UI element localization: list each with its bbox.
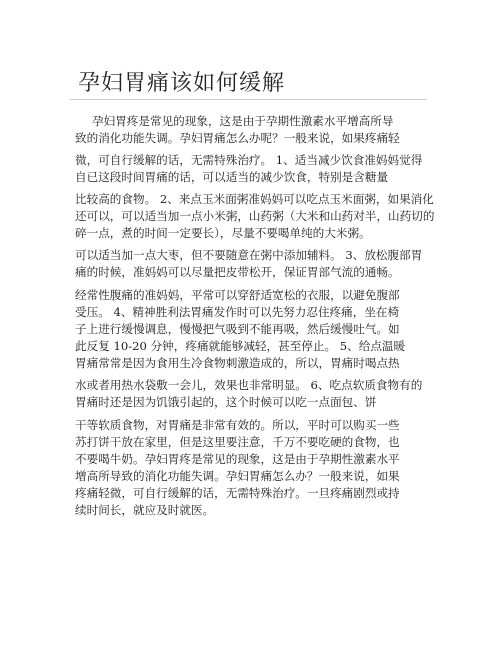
article-line: 干等软质食物，对胃痛是非常有效的。所以，平时可以购买一些 [75, 418, 400, 432]
article-line: 此反复 10-20 分钟，疼痛就能够减轻，甚至停止。 5、给点温暖 [75, 339, 406, 353]
article-line: 还可以，可以适当加一点小米粥，山药粥（大米和山药对半，山药切的 [75, 209, 435, 223]
article-line: 孕妇胃疼是常见的现象，这是由于孕期性激素水平增高所导 [92, 114, 394, 128]
article-line: 致的消化功能失调。孕妇胃痛怎么办呢？一般来说，如果疼痛轻 [75, 131, 400, 145]
article-line: 经常性腹痛的准妈妈，平常可以穿舒适宽松的衣服，以避免腹部 [75, 288, 400, 302]
article-line: 疼痛轻微，可自行缓解的话，无需特殊治疗。一旦疼痛剧烈或持 [75, 486, 400, 500]
article-line: 痛的时候，准妈妈可以尽量把皮带松开，保证胃部气流的通畅。 [75, 265, 400, 279]
article-line: 水或者用热水袋敷一会儿，效果也非常明显。 6、吃点软质食物有的 [75, 378, 423, 392]
article-line: 胃痛常常是因为食用生冷食物刺激造成的，所以，胃痛时喝点热 [75, 356, 400, 370]
page-title: 孕妇胃痛该如何缓解 [78, 71, 286, 96]
article-line: 增高所导致的消化功能失调。孕妇胃痛怎么办？一般来说，如果 [75, 469, 400, 483]
article-line: 子上进行缓慢调息，慢慢把气吸到不能再吸，然后缓慢吐气。如 [75, 322, 400, 336]
article-line: 碎一点，煮的时间一定要长），尽量不要喝单纯的大米粥。 [75, 226, 371, 240]
article-line: 比较高的食物。 2、来点玉米面粥准妈妈可以吃点玉米面粥，如果消化 [75, 192, 434, 206]
article-line: 微，可自行缓解的话，无需特殊治疗。 1、适当减少饮食准妈妈觉得 [75, 153, 423, 167]
article-line: 不要喝牛奶。孕妇胃疼是常见的现象，这是由于孕期性激素水平 [75, 452, 400, 466]
article-line: 可以适当加一点大枣，但不要随意在粥中添加辅料。 3、放松腹部胃 [75, 248, 423, 262]
article-line: 胃痛时还是因为饥饿引起的，这个时候可以吃一点面包、饼 [75, 395, 377, 409]
article-line: 自已这段时间胃痛的话，可以适当的减少饮食，特别是含糖量 [75, 170, 389, 184]
article-line: 苏打饼干放在家里，但是这里要注意，千万不要吃硬的食物，也 [75, 435, 400, 449]
article-line: 续时间长，就应及时就医。 [75, 503, 215, 517]
article-line: 受压。 4、精神胜利法胃痛发作时可以先努力忍住疼痛，坐在椅 [75, 305, 400, 319]
